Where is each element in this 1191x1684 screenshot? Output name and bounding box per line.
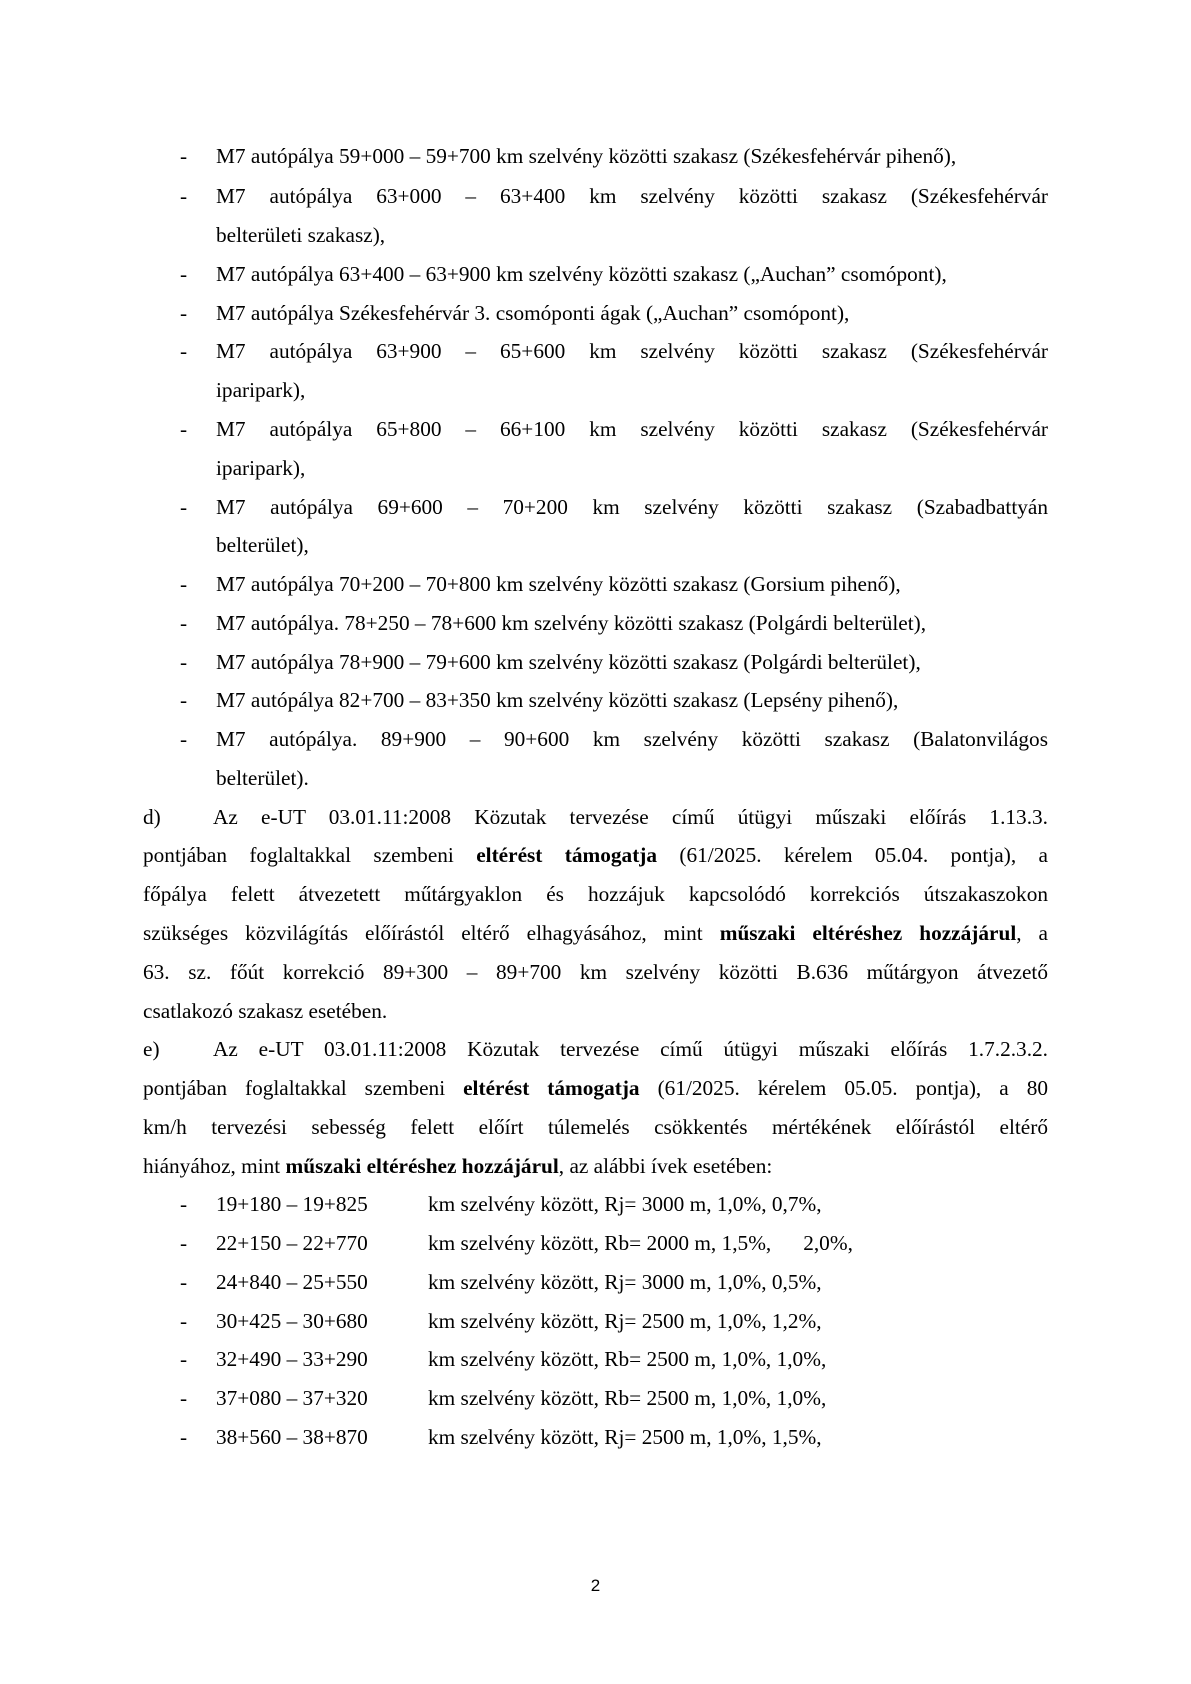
bold-phrase: eltérést támogatja — [463, 1076, 640, 1100]
range-value: 38+560 – 38+870 — [216, 1425, 368, 1449]
list-item: M7 autópálya 70+200 – 70+800 km szelvény közötti szakasz (Gorsium pihenő), — [216, 572, 901, 596]
list-item-continuation: iparipark), — [216, 456, 306, 480]
list-bullet: - — [180, 1386, 188, 1410]
list-bullet: - — [180, 650, 188, 674]
list-item: M7 autópálya 63+000 – 63+400 km szelvény közötti szakasz (Székesfehérvár — [216, 184, 1048, 208]
range-detail: km szelvény között, Rb= 2500 m, 1,0%, 1,0%, — [428, 1386, 827, 1410]
list-bullet: - — [180, 184, 188, 208]
list-bullet: - — [180, 611, 188, 635]
list-bullet: - — [180, 339, 188, 363]
list-bullet: - — [180, 144, 188, 168]
list-bullet: - — [180, 495, 188, 519]
bold-phrase: eltérést támogatja — [476, 843, 658, 867]
list-item-continuation: belterület), — [216, 533, 309, 557]
range-detail: km szelvény között, Rj= 3000 m, 1,0%, 0,7%, — [428, 1192, 822, 1216]
list-bullet: - — [180, 688, 188, 712]
list-bullet: - — [180, 1192, 188, 1216]
range-detail: km szelvény között, Rj= 2500 m, 1,0%, 1,5%, — [428, 1425, 822, 1449]
list-bullet: - — [180, 1231, 188, 1255]
list-bullet: - — [180, 417, 188, 441]
range-detail: km szelvény között, Rj= 2500 m, 1,0%, 1,2%, — [428, 1309, 822, 1333]
list-item-continuation: belterület). — [216, 766, 309, 790]
list-bullet: - — [180, 1270, 188, 1294]
page-number: 2 — [590, 1576, 601, 1595]
list-item-continuation: iparipark), — [216, 378, 306, 402]
list-bullet: - — [180, 262, 188, 286]
paragraph-line: km/h tervezési sebesség felett előírt túlemelés csökkentés mértékének előírástól eltérő — [143, 1115, 1048, 1139]
list-item: M7 autópálya. 89+900 – 90+600 km szelvény közötti szakasz (Balatonvilágos — [216, 727, 1048, 751]
paragraph-line: pontjában foglaltakkal szembeni eltérést támogatja (61/2025. kérelem 05.04. pontja), a — [143, 843, 1048, 867]
list-item: M7 autópálya Székesfehérvár 3. csomóponti ágak („Auchan” csomópont), — [216, 301, 850, 325]
bold-phrase: műszaki eltéréshez hozzájárul — [719, 921, 1017, 945]
range-value: 22+150 – 22+770 — [216, 1231, 368, 1255]
list-bullet: - — [180, 1347, 188, 1371]
list-item: M7 autópálya 69+600 – 70+200 km szelvény közötti szakasz (Szabadbattyán — [216, 495, 1048, 519]
range-value: 19+180 – 19+825 — [216, 1192, 368, 1216]
range-detail: km szelvény között, Rb= 2500 m, 1,0%, 1,0%, — [428, 1347, 827, 1371]
list-item: M7 autópálya. 78+250 – 78+600 km szelvény közötti szakasz (Polgárdi belterület), — [216, 611, 927, 635]
list-item-continuation: belterületi szakasz), — [216, 223, 386, 247]
paragraph-line: hiányához, mint műszaki eltéréshez hozzájárul, az alábbi ívek esetében: — [143, 1154, 773, 1178]
paragraph-line: szükséges közvilágítás előírástól eltérő elhagyásához, mint műszaki eltéréshez hozzájárul, a — [143, 921, 1048, 945]
paragraph-line: főpálya felett átvezetett műtárgyaklon és hozzájuk kapcsolódó korrekciós útszakaszokon — [143, 882, 1048, 906]
paragraph-line: 63. sz. főút korrekció 89+300 – 89+700 km szelvény közötti B.636 műtárgyon átvezető — [143, 960, 1048, 984]
list-bullet: - — [180, 1309, 188, 1333]
list-bullet: - — [180, 301, 188, 325]
range-detail: km szelvény között, Rj= 3000 m, 1,0%, 0,5%, — [428, 1270, 822, 1294]
list-item: M7 autópálya 82+700 – 83+350 km szelvény közötti szakasz (Lepsény pihenő), — [216, 688, 899, 712]
list-item: M7 autópálya 59+000 – 59+700 km szelvény közötti szakasz (Székesfehérvár pihenő), — [216, 144, 957, 168]
bold-phrase: műszaki eltéréshez hozzájárul — [285, 1154, 559, 1178]
range-detail: km szelvény között, Rb= 2000 m, 1,5%, 2,0%, — [428, 1231, 853, 1255]
paragraph-line: Az e-UT 03.01.11:2008 Közutak tervezése című útügyi műszaki előírás 1.13.3. — [213, 805, 1048, 829]
paragraph-label: d) — [143, 805, 161, 829]
paragraph-line: csatlakozó szakasz esetében. — [143, 999, 388, 1023]
range-value: 32+490 – 33+290 — [216, 1347, 368, 1371]
paragraph-label: e) — [143, 1037, 160, 1061]
list-item: M7 autópálya 78+900 – 79+600 km szelvény közötti szakasz (Polgárdi belterület), — [216, 650, 921, 674]
range-value: 24+840 – 25+550 — [216, 1270, 368, 1294]
list-bullet: - — [180, 572, 188, 596]
range-value: 37+080 – 37+320 — [216, 1386, 368, 1410]
list-item: M7 autópálya 63+900 – 65+600 km szelvény közötti szakasz (Székesfehérvár — [216, 339, 1048, 363]
range-value: 30+425 – 30+680 — [216, 1309, 368, 1333]
paragraph-line: pontjában foglaltakkal szembeni eltérést támogatja (61/2025. kérelem 05.05. pontja), a 80 — [143, 1076, 1048, 1100]
list-bullet: - — [180, 1425, 188, 1449]
list-item: M7 autópálya 63+400 – 63+900 km szelvény közötti szakasz („Auchan” csomópont), — [216, 262, 947, 286]
list-bullet: - — [180, 727, 188, 751]
list-item: M7 autópálya 65+800 – 66+100 km szelvény közötti szakasz (Székesfehérvár — [216, 417, 1048, 441]
paragraph-line: Az e-UT 03.01.11:2008 Közutak tervezése című útügyi műszaki előírás 1.7.2.3.2. — [213, 1037, 1048, 1061]
